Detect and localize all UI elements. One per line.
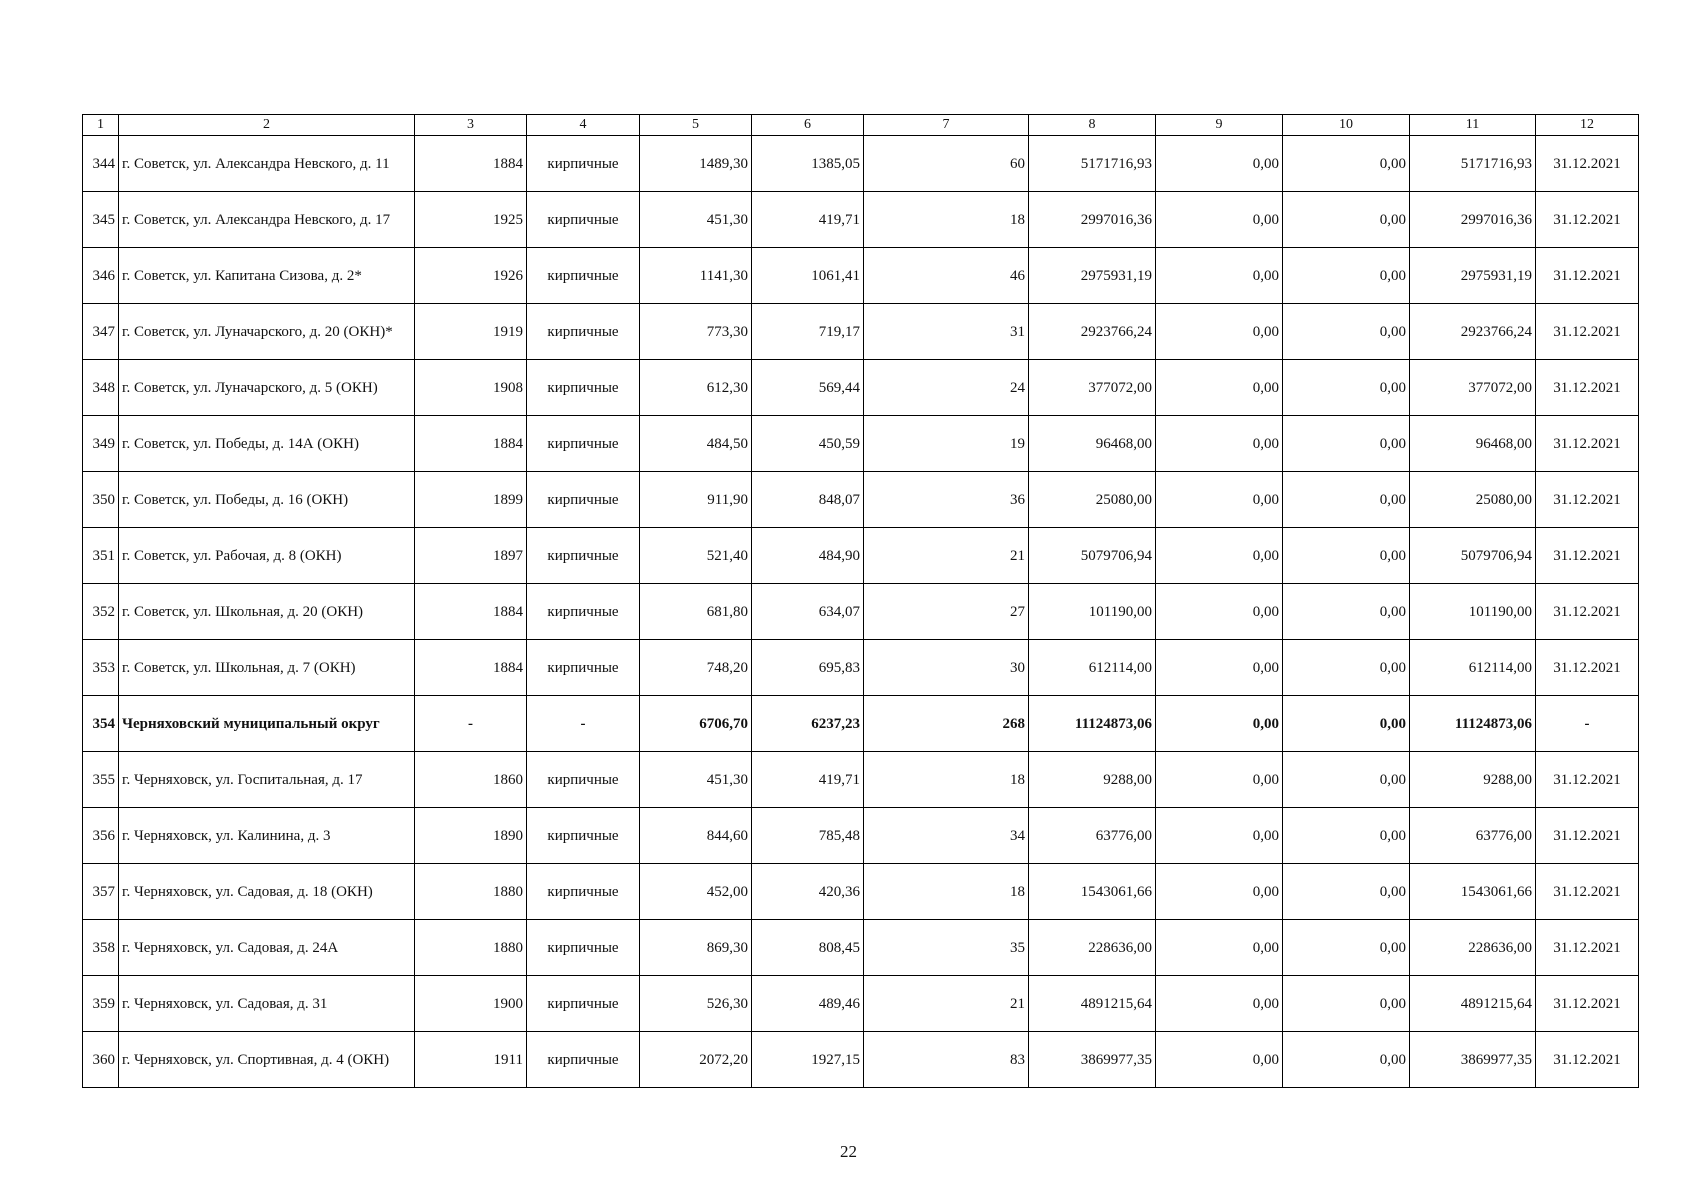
wall-material-cell: кирпичные [527,304,640,360]
column-5-cell: 484,50 [640,416,752,472]
column-7-cell: 268 [864,696,1029,752]
wall-material-cell: кирпичные [527,640,640,696]
column-7-cell: 83 [864,1032,1029,1088]
address-cell: г. Советск, ул. Александра Невского, д. 11 [119,136,415,192]
column-6-cell: 1927,15 [752,1032,864,1088]
column-9-cell: 0,00 [1156,920,1283,976]
column-10-cell: 0,00 [1283,136,1410,192]
row-number-cell: 353 [83,640,119,696]
column-7-cell: 30 [864,640,1029,696]
column-11-cell: 2975931,19 [1410,248,1536,304]
column-10-cell: 0,00 [1283,248,1410,304]
wall-material-cell: кирпичные [527,416,640,472]
column-8-cell: 63776,00 [1029,808,1156,864]
column-9-cell: 0,00 [1156,808,1283,864]
column-10-cell: 0,00 [1283,976,1410,1032]
address-cell: г. Черняховск, ул. Госпитальная, д. 17 [119,752,415,808]
column-7-cell: 19 [864,416,1029,472]
table-row [83,920,1639,976]
year-cell: 1884 [415,640,527,696]
column-11-cell: 63776,00 [1410,808,1536,864]
date-cell: 31.12.2021 [1536,136,1639,192]
column-7-cell: 34 [864,808,1029,864]
column-8-cell: 228636,00 [1029,920,1156,976]
column-10-cell: 0,00 [1283,528,1410,584]
address-cell: г. Черняховск, ул. Садовая, д. 18 (ОКН) [119,864,415,920]
column-11-cell: 96468,00 [1410,416,1536,472]
row-number-cell: 344 [83,136,119,192]
year-cell: 1899 [415,472,527,528]
header-cell: 5 [640,115,752,136]
header-cell: 4 [527,115,640,136]
header-cell: 8 [1029,115,1156,136]
date-cell: 31.12.2021 [1536,304,1639,360]
date-cell: 31.12.2021 [1536,472,1639,528]
column-9-cell: 0,00 [1156,136,1283,192]
column-7-cell: 35 [864,920,1029,976]
table-row [83,864,1639,920]
year-cell: 1926 [415,248,527,304]
address-cell: г. Черняховск, ул. Садовая, д. 24А [119,920,415,976]
column-5-cell: 6706,70 [640,696,752,752]
column-10-cell: 0,00 [1283,752,1410,808]
address-cell: г. Советск, ул. Победы, д. 14А (ОКН) [119,416,415,472]
table-row [83,248,1639,304]
row-number-cell: 357 [83,864,119,920]
wall-material-cell: кирпичные [527,248,640,304]
column-9-cell: 0,00 [1156,248,1283,304]
header-cell: 6 [752,115,864,136]
row-number-cell: 349 [83,416,119,472]
column-8-cell: 612114,00 [1029,640,1156,696]
column-11-cell: 101190,00 [1410,584,1536,640]
column-5-cell: 526,30 [640,976,752,1032]
address-cell: г. Советск, ул. Победы, д. 16 (ОКН) [119,472,415,528]
row-number-cell: 360 [83,1032,119,1088]
row-number-cell: 352 [83,584,119,640]
column-number-header [83,115,1639,136]
column-7-cell: 27 [864,584,1029,640]
year-cell: 1911 [415,1032,527,1088]
column-5-cell: 869,30 [640,920,752,976]
table-row [83,416,1639,472]
row-number-cell: 345 [83,192,119,248]
address-cell: г. Советск, ул. Луначарского, д. 5 (ОКН) [119,360,415,416]
date-cell: 31.12.2021 [1536,640,1639,696]
column-7-cell: 18 [864,864,1029,920]
address-cell: г. Черняховск, ул. Калинина, д. 3 [119,808,415,864]
column-11-cell: 4891215,64 [1410,976,1536,1032]
column-9-cell: 0,00 [1156,864,1283,920]
column-6-cell: 695,83 [752,640,864,696]
column-10-cell: 0,00 [1283,304,1410,360]
column-6-cell: 450,59 [752,416,864,472]
page-number: 22 [840,1142,857,1161]
column-11-cell: 3869977,35 [1410,1032,1536,1088]
column-9-cell: 0,00 [1156,584,1283,640]
header-cell: 10 [1283,115,1410,136]
address-cell: Черняховский муниципальный округ [119,696,415,752]
year-cell: 1880 [415,864,527,920]
column-10-cell: 0,00 [1283,360,1410,416]
table-row [83,1032,1639,1088]
column-10-cell: 0,00 [1283,808,1410,864]
column-5-cell: 452,00 [640,864,752,920]
address-cell: г. Советск, ул. Школьная, д. 20 (ОКН) [119,584,415,640]
column-10-cell: 0,00 [1283,416,1410,472]
column-5-cell: 911,90 [640,472,752,528]
row-number-cell: 350 [83,472,119,528]
column-5-cell: 773,30 [640,304,752,360]
wall-material-cell: кирпичные [527,528,640,584]
address-cell: г. Черняховск, ул. Садовая, д. 31 [119,976,415,1032]
column-8-cell: 2923766,24 [1029,304,1156,360]
column-9-cell: 0,00 [1156,472,1283,528]
column-8-cell: 9288,00 [1029,752,1156,808]
year-cell: 1897 [415,528,527,584]
year-cell: - [415,696,527,752]
column-6-cell: 419,71 [752,752,864,808]
table-row [83,976,1639,1032]
year-cell: 1900 [415,976,527,1032]
wall-material-cell: кирпичные [527,584,640,640]
table-row [83,528,1639,584]
column-5-cell: 2072,20 [640,1032,752,1088]
column-6-cell: 848,07 [752,472,864,528]
column-11-cell: 2997016,36 [1410,192,1536,248]
column-11-cell: 5171716,93 [1410,136,1536,192]
row-number-cell: 348 [83,360,119,416]
date-cell: 31.12.2021 [1536,248,1639,304]
column-10-cell: 0,00 [1283,640,1410,696]
wall-material-cell: кирпичные [527,192,640,248]
column-10-cell: 0,00 [1283,584,1410,640]
address-cell: г. Советск, ул. Капитана Сизова, д. 2* [119,248,415,304]
column-8-cell: 101190,00 [1029,584,1156,640]
column-6-cell: 484,90 [752,528,864,584]
year-cell: 1880 [415,920,527,976]
column-8-cell: 4891215,64 [1029,976,1156,1032]
column-5-cell: 844,60 [640,808,752,864]
column-11-cell: 612114,00 [1410,640,1536,696]
table-row [83,584,1639,640]
column-10-cell: 0,00 [1283,192,1410,248]
column-9-cell: 0,00 [1156,752,1283,808]
table-row [83,304,1639,360]
wall-material-cell: кирпичные [527,360,640,416]
table-row [83,752,1639,808]
column-5-cell: 451,30 [640,192,752,248]
year-cell: 1884 [415,416,527,472]
column-11-cell: 228636,00 [1410,920,1536,976]
column-7-cell: 21 [864,528,1029,584]
row-number-cell: 351 [83,528,119,584]
column-11-cell: 377072,00 [1410,360,1536,416]
column-9-cell: 0,00 [1156,192,1283,248]
column-7-cell: 18 [864,192,1029,248]
column-7-cell: 21 [864,976,1029,1032]
column-5-cell: 1489,30 [640,136,752,192]
year-cell: 1925 [415,192,527,248]
date-cell: - [1536,696,1639,752]
year-cell: 1919 [415,304,527,360]
row-number-cell: 347 [83,304,119,360]
column-7-cell: 36 [864,472,1029,528]
column-8-cell: 5171716,93 [1029,136,1156,192]
column-5-cell: 748,20 [640,640,752,696]
column-8-cell: 5079706,94 [1029,528,1156,584]
wall-material-cell: кирпичные [527,920,640,976]
address-cell: г. Советск, ул. Луначарского, д. 20 (ОКН)* [119,304,415,360]
column-6-cell: 634,07 [752,584,864,640]
address-cell: г. Черняховск, ул. Спортивная, д. 4 (ОКН) [119,1032,415,1088]
table-row [83,136,1639,192]
row-number-cell: 358 [83,920,119,976]
date-cell: 31.12.2021 [1536,1032,1639,1088]
column-10-cell: 0,00 [1283,696,1410,752]
date-cell: 31.12.2021 [1536,864,1639,920]
column-8-cell: 3869977,35 [1029,1032,1156,1088]
table-row [83,472,1639,528]
column-5-cell: 612,30 [640,360,752,416]
wall-material-cell: - [527,696,640,752]
column-6-cell: 6237,23 [752,696,864,752]
wall-material-cell: кирпичные [527,472,640,528]
column-6-cell: 419,71 [752,192,864,248]
date-cell: 31.12.2021 [1536,192,1639,248]
column-9-cell: 0,00 [1156,416,1283,472]
header-cell: 11 [1410,115,1536,136]
address-cell: г. Советск, ул. Александра Невского, д. 17 [119,192,415,248]
column-9-cell: 0,00 [1156,304,1283,360]
column-9-cell: 0,00 [1156,528,1283,584]
table-row [83,808,1639,864]
column-6-cell: 1385,05 [752,136,864,192]
column-8-cell: 2975931,19 [1029,248,1156,304]
table-row [83,360,1639,416]
wall-material-cell: кирпичные [527,752,640,808]
column-11-cell: 11124873,06 [1410,696,1536,752]
column-7-cell: 46 [864,248,1029,304]
column-6-cell: 1061,41 [752,248,864,304]
year-cell: 1884 [415,136,527,192]
column-6-cell: 489,46 [752,976,864,1032]
row-number-cell: 356 [83,808,119,864]
header-cell: 3 [415,115,527,136]
column-9-cell: 0,00 [1156,976,1283,1032]
column-5-cell: 681,80 [640,584,752,640]
date-cell: 31.12.2021 [1536,976,1639,1032]
column-6-cell: 785,48 [752,808,864,864]
column-6-cell: 420,36 [752,864,864,920]
date-cell: 31.12.2021 [1536,808,1639,864]
year-cell: 1908 [415,360,527,416]
column-8-cell: 377072,00 [1029,360,1156,416]
row-number-cell: 346 [83,248,119,304]
wall-material-cell: кирпичные [527,808,640,864]
date-cell: 31.12.2021 [1536,752,1639,808]
date-cell: 31.12.2021 [1536,528,1639,584]
header-cell: 9 [1156,115,1283,136]
column-9-cell: 0,00 [1156,696,1283,752]
column-6-cell: 569,44 [752,360,864,416]
column-5-cell: 1141,30 [640,248,752,304]
wall-material-cell: кирпичные [527,1032,640,1088]
table-row [83,192,1639,248]
wall-material-cell: кирпичные [527,136,640,192]
column-7-cell: 31 [864,304,1029,360]
column-5-cell: 521,40 [640,528,752,584]
column-10-cell: 0,00 [1283,472,1410,528]
date-cell: 31.12.2021 [1536,584,1639,640]
column-9-cell: 0,00 [1156,1032,1283,1088]
column-11-cell: 2923766,24 [1410,304,1536,360]
district-total-row [83,696,1639,752]
table-row [83,640,1639,696]
year-cell: 1890 [415,808,527,864]
date-cell: 31.12.2021 [1536,360,1639,416]
column-9-cell: 0,00 [1156,640,1283,696]
column-11-cell: 1543061,66 [1410,864,1536,920]
column-7-cell: 24 [864,360,1029,416]
column-7-cell: 60 [864,136,1029,192]
wall-material-cell: кирпичные [527,976,640,1032]
column-8-cell: 25080,00 [1029,472,1156,528]
header-cell: 1 [83,115,119,136]
column-11-cell: 9288,00 [1410,752,1536,808]
date-cell: 31.12.2021 [1536,920,1639,976]
address-cell: г. Советск, ул. Школьная, д. 7 (ОКН) [119,640,415,696]
header-cell: 12 [1536,115,1639,136]
housing-register-table [82,114,1639,1088]
column-11-cell: 5079706,94 [1410,528,1536,584]
row-number-cell: 354 [83,696,119,752]
column-6-cell: 719,17 [752,304,864,360]
column-8-cell: 11124873,06 [1029,696,1156,752]
column-8-cell: 2997016,36 [1029,192,1156,248]
header-cell: 2 [119,115,415,136]
address-cell: г. Советск, ул. Рабочая, д. 8 (ОКН) [119,528,415,584]
column-6-cell: 808,45 [752,920,864,976]
date-cell: 31.12.2021 [1536,416,1639,472]
column-9-cell: 0,00 [1156,360,1283,416]
column-10-cell: 0,00 [1283,920,1410,976]
wall-material-cell: кирпичные [527,864,640,920]
column-8-cell: 1543061,66 [1029,864,1156,920]
column-5-cell: 451,30 [640,752,752,808]
column-10-cell: 0,00 [1283,1032,1410,1088]
header-cell: 7 [864,115,1029,136]
column-10-cell: 0,00 [1283,864,1410,920]
column-7-cell: 18 [864,752,1029,808]
row-number-cell: 359 [83,976,119,1032]
year-cell: 1860 [415,752,527,808]
column-11-cell: 25080,00 [1410,472,1536,528]
year-cell: 1884 [415,584,527,640]
row-number-cell: 355 [83,752,119,808]
column-8-cell: 96468,00 [1029,416,1156,472]
